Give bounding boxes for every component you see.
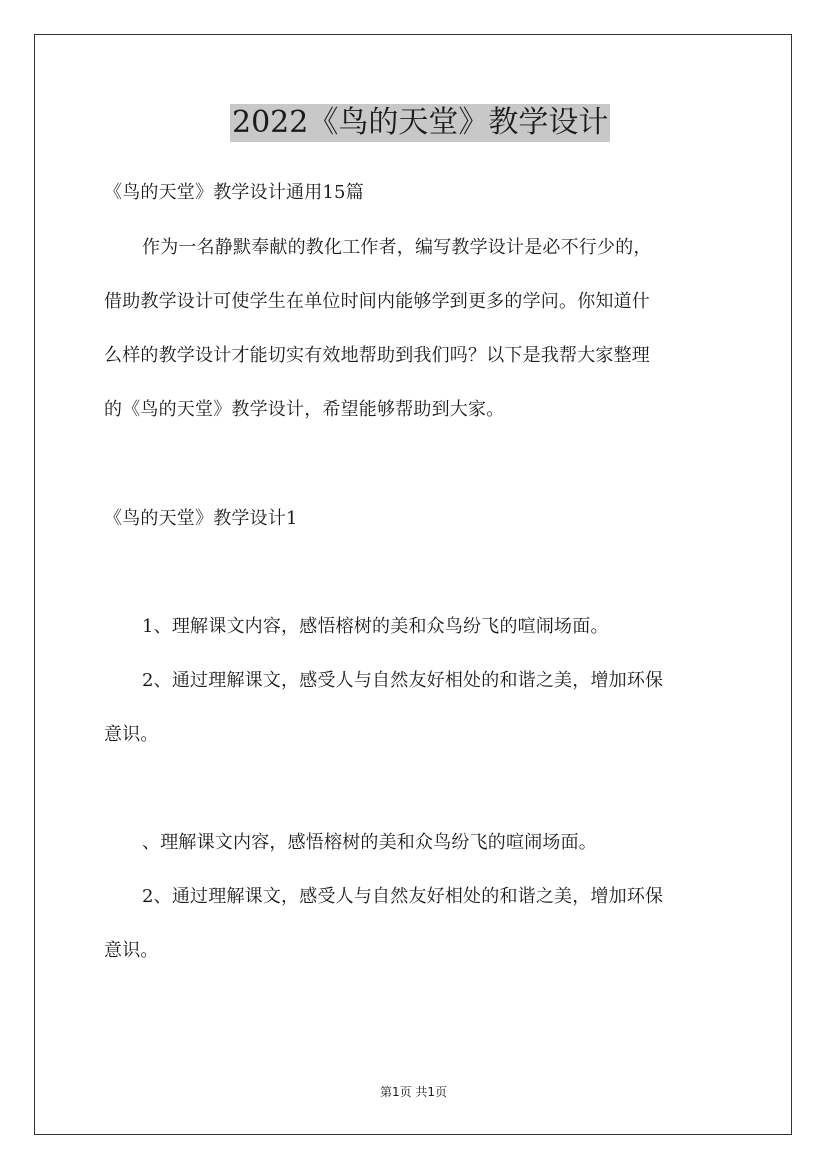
intro-line-3: 么样的教学设计才能切实有效地帮助到我们吗？以下是我帮大家整理 xyxy=(104,345,650,366)
block1-item1: 1、理解课文内容，感悟榕树的美和众鸟纷飞的喧闹场面。 xyxy=(142,616,609,637)
section-heading: 《鸟的天堂》教学设计1 xyxy=(104,508,298,529)
intro-line-2: 借助教学设计可使学生在单位时间内能够学到更多的学问。你知道什 xyxy=(104,291,650,312)
block1-item2-line1: 2、通过理解课文，感受人与自然友好相处的和谐之美，增加环保 xyxy=(142,670,664,691)
block2-item2-line2: 意识。 xyxy=(104,940,159,961)
intro-line-4: 的《鸟的天堂》教学设计，希望能够帮助到大家。 xyxy=(104,399,505,420)
intro-line-1: 作为一名静默奉献的教化工作者，编写教学设计是必不行少的， xyxy=(142,237,652,258)
block1-item2-line2: 意识。 xyxy=(104,724,159,745)
document-subtitle: 《鸟的天堂》教学设计通用15篇 xyxy=(104,182,364,203)
block2-item2-line1: 2、通过理解课文，感受人与自然友好相处的和谐之美，增加环保 xyxy=(142,886,664,907)
document-title: 2022《鸟的天堂》教学设计 xyxy=(232,105,609,140)
page-number: 第1页 共1页 xyxy=(379,1085,448,1099)
block2-item1: 、理解课文内容，感悟榕树的美和众鸟纷飞的喧闹场面。 xyxy=(142,832,597,853)
